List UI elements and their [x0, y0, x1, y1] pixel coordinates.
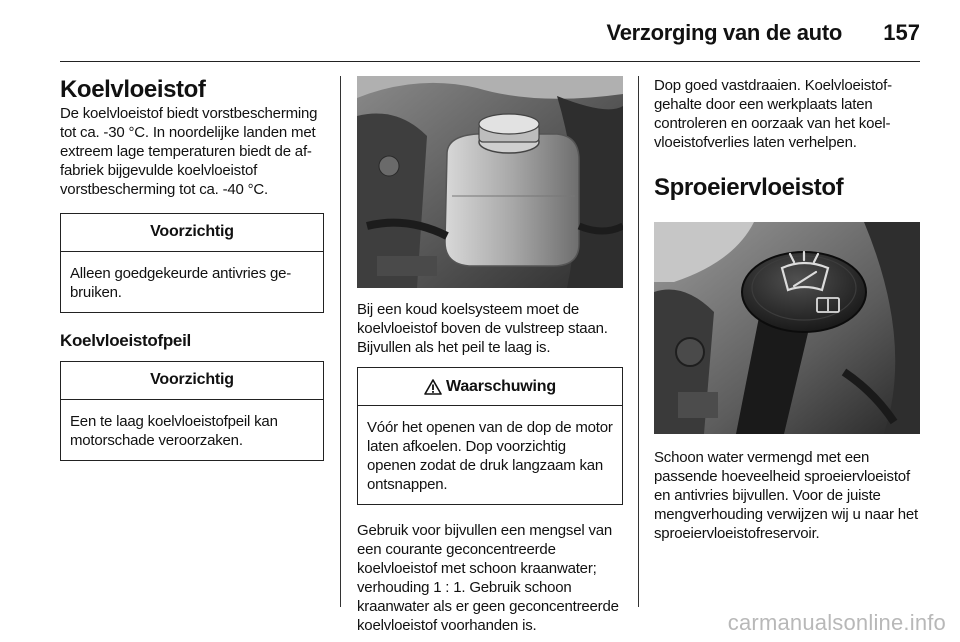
- column-middle: [357, 76, 623, 635]
- section-heading-washer-fluid: Sproeiervloeistof: [654, 174, 844, 201]
- page-header: [60, 0, 920, 62]
- column-right: [654, 76, 920, 543]
- column-left: [60, 76, 324, 461]
- coolant-level-text: Bij een koud koelsysteem moet de koelvloeistof boven de vulstreep staan. Bijvullen als het peil te laag is.: [357, 301, 608, 356]
- coolant-check-text: Dop goed vastdraaien. Koelvloeistofgehalte door een werkplaats laten controleren en oorzaak van het koelvloeistofverlies laten verhelpen.: [654, 77, 893, 151]
- caution-text: Een te laag koelvloeistofpeil kan motorschade veroorzaken.: [70, 413, 278, 449]
- column-divider: [340, 76, 341, 607]
- coolant-mixture-text: Gebruik voor bijvullen een mengsel van een courante geconcentreerde koelvloeistof met schoon kraanwater; verhouding 1 : 1. Gebruik schoon kraanwater als er geen geconcentreerde koelvloeistof voorhanden is.: [357, 522, 619, 634]
- caution-box-antifreeze: [60, 213, 324, 313]
- coolant-intro-text: De koelvloeistof biedt vorstbescherming tot ca. -30 °C. In noordelijke landen met extreem lage temperaturen biedt de af-fabriek bijgevulde koelvloeistof vorstbescherming tot ca. -40 °C.: [60, 105, 318, 198]
- subheading-coolant-level: Koelvloeistofpeil: [60, 331, 191, 350]
- warning-text: Vóór het openen van de dop de motor laten afkoelen. Dop voorzichtig openen zodat de druk langzaam kan ontsnappen.: [367, 419, 613, 493]
- warning-box: [357, 367, 623, 505]
- caution-box-coolant-level: [60, 361, 324, 461]
- page-number: 157: [883, 20, 920, 45]
- washer-reservoir-photo: [654, 222, 920, 434]
- section-heading-coolant: Koelvloeistof: [60, 76, 206, 103]
- watermark: carmanualsonline.info: [727, 610, 946, 635]
- coolant-reservoir-photo: [357, 76, 623, 288]
- warning-title: Waarschuwing: [446, 377, 556, 395]
- caution-title: Voorzichtig: [61, 214, 323, 252]
- coolant-reservoir-illustration: [357, 76, 623, 288]
- washer-reservoir-illustration: [654, 222, 920, 434]
- caution-title: Voorzichtig: [61, 362, 323, 400]
- caution-text: Alleen goedgekeurde antivries gebruiken.: [70, 265, 292, 301]
- washer-fluid-text: Schoon water vermengd met een passende hoeveelheid sproeiervloeistof en antivries bijvullen. Voor de juiste mengverhouding verwijzen wij u naar het sproeiervloeistofreservoir.: [654, 449, 919, 542]
- warning-header: [358, 368, 622, 406]
- column-divider: [638, 76, 639, 607]
- header-title: Verzorging van de auto: [606, 20, 842, 45]
- warning-triangle-icon: [424, 379, 442, 395]
